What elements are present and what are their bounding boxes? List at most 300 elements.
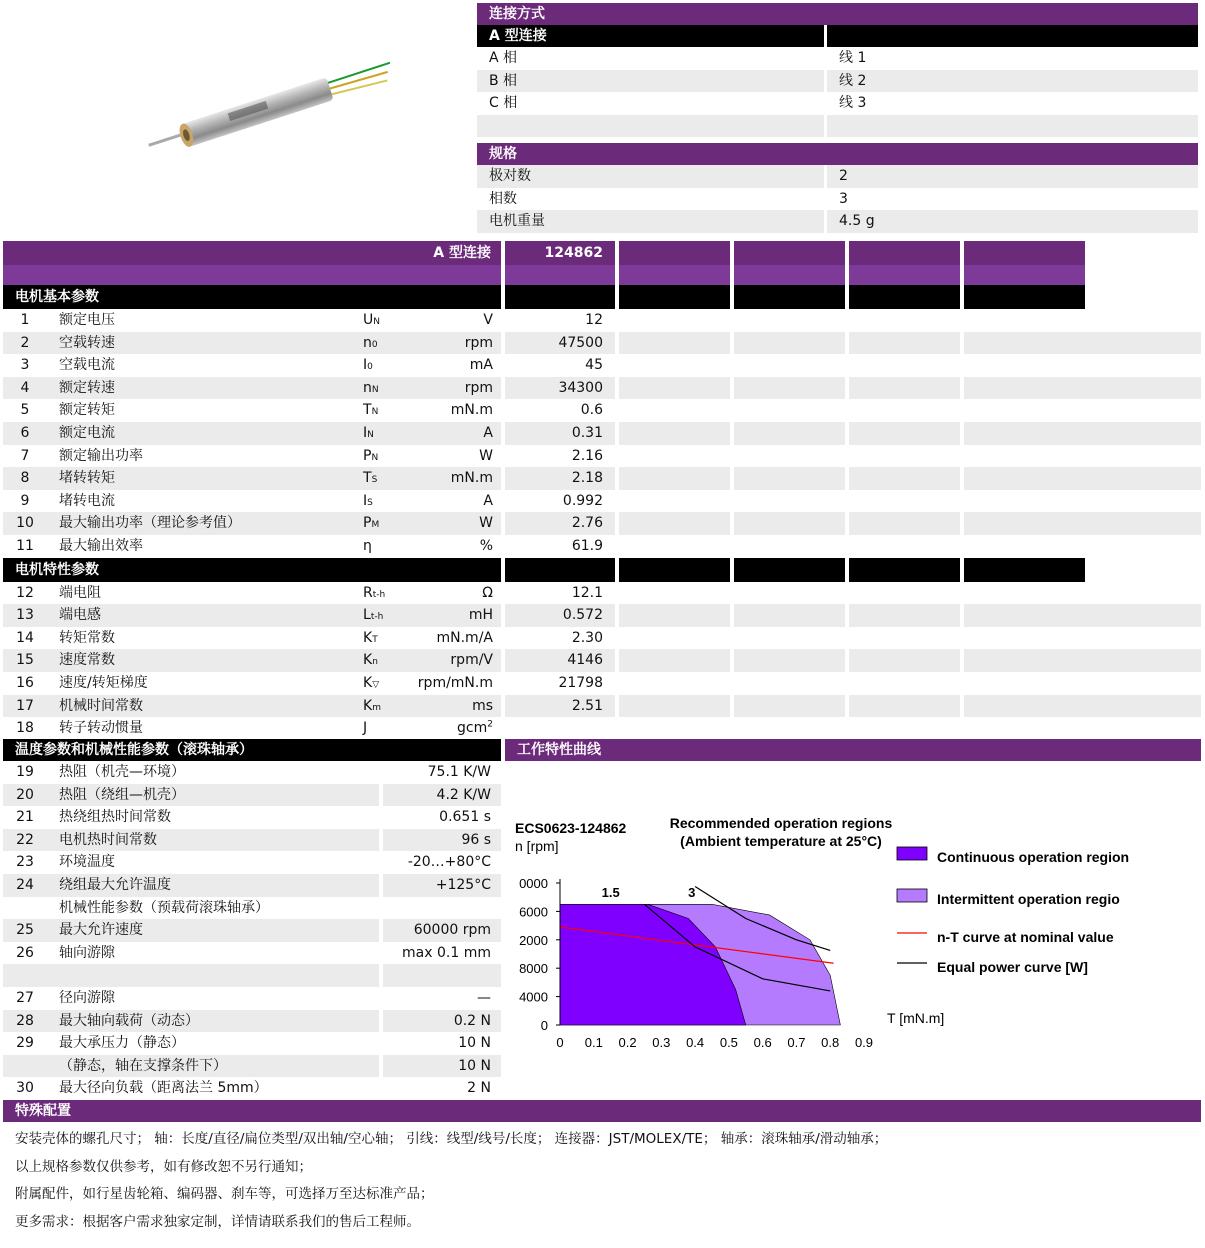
spec-label: 电机重量 [477,210,827,233]
spec-label: 相数 [477,188,827,211]
param-symbol [363,467,409,490]
param-symbol [363,535,409,558]
param-symbol-main: P [363,447,372,464]
param-unit-text: rpm [464,379,493,396]
thermal-num: 28 [16,1012,34,1029]
param-unit [409,512,501,535]
param-row [3,467,1201,490]
param-unit [409,445,501,468]
thermal-name: 绕组最大允许温度 [59,876,171,893]
y-tick-label: 0000 [519,876,548,891]
connection-spec-table [477,3,1198,233]
param-value: 45 [585,357,603,374]
conn-label: B 相 [477,70,827,93]
param-empty-cell [619,490,730,513]
param-name: 端电阻 [59,584,101,601]
param-name: 空载转速 [59,334,115,351]
param-row [3,309,1201,332]
param-unit [409,535,501,558]
chart-x-label: T [mN.m] [887,1010,945,1026]
thermal-num: 23 [16,854,34,871]
connection-type-header [477,25,1198,47]
param-unit-text: rpm/mN.m [417,674,493,691]
chart-model-label: ECS0623-124862 [515,820,627,836]
thermal-num: 21 [16,809,34,826]
param-num: 13 [16,607,34,624]
param-num: 9 [20,492,30,509]
param-unit [409,604,501,627]
param-empty-cell [849,512,960,535]
param-empty-cell [964,354,1085,377]
param-empty-cell [964,490,1085,513]
param-symbol-main: n [363,379,372,396]
y-tick-label: 4000 [519,989,548,1005]
thermal-row [3,1077,501,1100]
param-num: 14 [16,629,34,646]
param-empty-cell [849,332,960,355]
spec-row [477,165,1198,188]
param-name: 堵转转矩 [59,470,115,487]
thermal-value: 75.1 K/W [379,761,501,784]
param-empty-cell [849,649,960,672]
motor-product-image [10,50,430,220]
param-value: 2.18 [571,470,603,487]
param-symbol [363,717,409,740]
thermal-num: 27 [16,989,34,1006]
param-empty-cell [849,490,960,513]
operation-chart [505,761,1201,1101]
param-value: 2.30 [571,629,603,646]
param-header-label: A 型连接 [3,241,501,265]
param-row [3,535,1201,558]
param-unit-text: ms [472,697,493,714]
thermal-name: 最大允许速度 [59,922,143,939]
legend-swatch-continuous [897,847,927,860]
param-empty-cell [849,377,960,400]
thermal-name: 最大轴向载荷（动态） [59,1012,199,1029]
param-value: 21798 [558,674,603,691]
x-tick-label: 0.8 [821,1035,840,1050]
param-empty-cell [734,490,845,513]
param-empty-cell [619,604,730,627]
thermal-name: 径向游隙 [59,989,115,1006]
param-empty-cell [619,717,730,740]
spec-value: 4.5 g [839,213,875,229]
param-row [3,512,1201,535]
param-empty-cell [964,627,1085,650]
param-value: 0.31 [571,424,603,441]
param-symbol-sub: S [367,497,373,508]
chart-y-label: n [rpm] [515,838,559,854]
conn-row [477,47,1198,70]
param-num: 15 [16,652,34,669]
special-note: 安装壳体的螺孔尺寸； 轴：长度/直径/扁位类型/双出轴/空心轴； 引线：线型/线号/长度； 连接器：JST/MOLEX/TE； 轴承：滚珠轴承/滑动轴承； [15,1131,888,1147]
param-unit-text: mH [468,607,493,624]
special-note: 更多需求：根据客户需求独家定制，详情请联系我们的售后工程师。 [15,1213,420,1230]
param-symbol-main: I [363,424,368,441]
param-header [3,241,1201,265]
curve-label-1-5: 1.5 [601,885,620,901]
param-symbol [363,627,409,650]
param-symbol-main: I [363,357,368,374]
param-empty-cell [849,627,960,650]
thermal-row [3,761,501,784]
param-name: 最大输出效率 [59,537,143,554]
thermal-row [3,784,501,807]
thermal-name: 最大径向负载（距离法兰 5mm） [59,1080,268,1097]
x-tick-label: 0.6 [753,1035,772,1050]
param-symbol [363,672,409,695]
thermal-num: 20 [16,786,34,803]
param-num: 3 [20,357,30,374]
param-num: 16 [16,674,34,691]
x-tick-label: 0.3 [652,1035,671,1050]
conn-value: 线 2 [839,72,867,89]
section-basic-params [3,285,1201,309]
param-empty-cell [964,535,1085,558]
param-symbol-sub: t-h [372,589,386,600]
y-tick-label: 6000 [519,904,548,920]
conn-value: 线 1 [839,50,867,66]
param-num: 8 [20,470,30,487]
section-title: 电机基本参数 [3,285,501,309]
x-tick-label: 0.2 [618,1035,637,1050]
param-unit-text: % [479,537,493,554]
spec-value: 2 [839,168,848,184]
x-tick-label: 0.5 [719,1035,738,1050]
param-symbol-main: U [363,312,374,328]
param-unit [409,672,501,695]
param-empty-cell [734,627,845,650]
param-unit [409,467,501,490]
param-empty-cell [849,672,960,695]
param-empty-cell [734,535,845,558]
thermal-value: 0.651 s [379,806,501,829]
param-row [3,332,1201,355]
special-note: 以上规格参数仅供参考，如有修改恕不另行通知； [15,1158,312,1175]
param-name: 转子转动惯量 [59,720,143,737]
param-row [3,399,1201,422]
param-empty-cell [619,354,730,377]
param-value: 4146 [567,652,603,669]
param-unit-text: mN.m [450,470,493,487]
param-symbol-main: I [363,492,368,509]
param-symbol [363,445,409,468]
param-empty-cell [734,445,845,468]
param-unit [409,377,501,400]
conn-label: A 相 [477,47,827,70]
thermal-name: 电机热时间常数 [59,831,157,848]
thermal-title: 温度参数和机械性能参数（滚珠轴承） [3,739,501,761]
param-empty-cell [734,354,845,377]
param-num: 1 [20,312,30,328]
param-unit [409,490,501,513]
thermal-row [3,874,501,897]
param-empty-cell [849,717,960,740]
param-symbol [363,377,409,400]
param-name: 速度/转矩梯度 [59,674,148,691]
param-empty-cell [734,467,845,490]
thermal-row [3,897,501,920]
param-value: 61.9 [571,537,603,554]
param-unit [409,309,501,332]
param-empty-cell [849,535,960,558]
x-tick-label: 0.4 [686,1035,705,1050]
param-symbol-main: R [363,584,373,601]
param-empty-cell [619,672,730,695]
thermal-row [3,987,501,1010]
param-unit-text: mN.m/A [436,629,493,646]
param-empty-cell [619,649,730,672]
legend-label: Continuous operation region [937,849,1130,865]
param-num: 6 [20,424,30,441]
param-num: 4 [20,379,30,396]
param-symbol-sub: 0 [371,339,378,350]
thermal-row [3,942,501,965]
param-symbol-main: K [363,674,373,691]
param-name: 机械时间常数 [59,697,143,714]
x-tick-label: 0.1 [584,1035,603,1050]
legend-label: n-T curve at nominal value [937,929,1114,945]
x-tick-label: 0 [556,1035,564,1050]
thermal-value: +125°C [379,874,501,897]
param-subheader [3,265,1201,285]
param-symbol-main: K [363,629,373,646]
thermal-num: 22 [16,831,34,848]
param-value [505,717,615,740]
thermal-row [3,851,501,874]
param-value: 12.1 [571,584,603,601]
thermal-name: 环境温度 [59,854,115,871]
param-empty-cell [734,582,845,605]
thermal-row [3,1032,501,1055]
param-empty-cell [734,672,845,695]
param-unit-text: rpm/V [450,652,493,669]
special-config [3,1100,1201,1236]
param-empty-cell [619,627,730,650]
param-empty-cell [619,535,730,558]
param-empty-cell [964,672,1085,695]
param-row [3,604,1201,627]
thermal-num: 19 [16,764,34,780]
param-empty-cell [849,354,960,377]
special-title: 特殊配置 [3,1100,1201,1122]
thermal-value: 2 N [379,1077,501,1100]
param-empty-cell [849,399,960,422]
param-name: 额定转矩 [59,402,115,419]
thermal-name: （静态，轴在支撑条件下） [59,1057,227,1074]
param-empty-cell [849,422,960,445]
param-symbol-main: T [363,470,372,487]
model-number: 124862 [505,241,615,265]
param-symbol-sub: n [372,657,378,668]
param-unit-text: gcm [457,720,488,737]
param-unit [409,582,501,605]
param-unit [409,399,501,422]
param-empty-cell [619,512,730,535]
parameter-table [3,241,1201,740]
param-value: 2.76 [571,515,603,532]
param-row [3,695,1201,718]
spec-row [477,188,1198,211]
param-unit-text: V [483,312,493,328]
param-value: 0.992 [562,492,603,509]
thermal-row [3,806,501,829]
param-name: 转矩常数 [59,629,115,646]
thermal-row [3,1055,501,1078]
param-symbol-main: L [363,607,371,624]
curve-label-3: 3 [688,885,696,901]
param-empty-cell [849,604,960,627]
legend-label: Intermittent operation regio [937,891,1120,907]
param-value: 47500 [558,334,603,351]
param-symbol-main: K [363,652,373,669]
param-name: 额定输出功率 [59,447,143,464]
param-symbol-main: η [363,537,372,554]
param-empty-cell [964,604,1085,627]
param-unit-text: mA [469,357,493,374]
param-empty-cell [734,377,845,400]
thermal-name: 最大承压力（静态） [59,1035,185,1052]
param-unit-text: A [483,492,493,509]
spec-title: 规格 [477,143,1198,165]
thermal-row [3,919,501,942]
thermal-num: 24 [16,876,34,893]
chart-title: Recommended operation regions [669,815,893,831]
param-symbol-sub: N [371,407,379,418]
param-num: 2 [20,334,30,351]
param-empty-cell [619,332,730,355]
param-row [3,582,1201,605]
param-symbol-sub: N [371,384,379,395]
param-empty-cell [734,332,845,355]
param-empty-cell [619,582,730,605]
param-empty-cell [964,445,1085,468]
param-unit [409,695,501,718]
param-empty-cell [734,649,845,672]
param-symbol-sub: m [372,702,381,713]
thermal-value: -20…+80°C [379,851,501,874]
param-empty-cell [964,399,1085,422]
thermal-row [3,829,501,852]
param-empty-cell [964,649,1085,672]
spec-row [477,210,1198,233]
param-symbol [363,422,409,445]
param-symbol [363,354,409,377]
param-empty-cell [964,695,1085,718]
param-empty-cell [734,422,845,445]
param-symbol-main: K [363,697,373,714]
thermal-num [3,964,47,987]
param-symbol-sub: 0 [367,362,373,373]
param-value: 0.572 [562,607,603,624]
param-symbol [363,490,409,513]
param-symbol-sub: M [371,520,380,531]
chart-section-title: 工作特性曲线 [505,739,1201,761]
param-symbol [363,512,409,535]
param-symbol [363,309,409,332]
param-empty-cell [849,309,960,332]
section-title: 电机特性参数 [3,558,501,582]
param-symbol-sub: N [367,429,374,440]
param-empty-cell [964,332,1085,355]
param-empty-cell [849,695,960,718]
param-empty-cell [964,582,1085,605]
param-symbol [363,695,409,718]
param-name: 额定转速 [59,379,115,396]
param-empty-cell [619,467,730,490]
thermal-value: 96 s [379,829,501,852]
param-unit-sup: 2 [487,719,493,730]
param-row [3,627,1201,650]
thermal-row [3,1010,501,1033]
thermal-num [3,1055,47,1078]
param-symbol-sub: N [373,317,380,327]
param-row [3,490,1201,513]
conn-value: 线 3 [839,95,867,111]
param-empty-cell [734,604,845,627]
connection-type-label: A 型连接 [477,25,827,47]
param-symbol-main: J [363,720,368,737]
param-num: 7 [20,447,30,464]
param-empty-cell [964,377,1085,400]
special-note: 附属配件，如行星齿轮箱、编码器、刹车等，可选择万至达标准产品； [15,1186,434,1202]
param-name: 最大输出功率（理论参考值） [59,515,241,532]
thermal-name: 轴向游隙 [59,944,115,961]
spec-value: 3 [839,190,848,207]
param-symbol-main: T [363,402,372,419]
param-row [3,445,1201,468]
param-name: 端电感 [59,607,101,624]
param-empty-cell [734,399,845,422]
thermal-name: 机械性能参数（预载荷滚珠轴承） [59,899,269,916]
thermal-value: max 0.1 mm [379,942,501,965]
param-row [3,672,1201,695]
param-symbol-main: P [363,515,372,532]
legend-swatch-intermittent [897,889,927,902]
x-tick-label: 0.9 [854,1035,874,1050]
param-empty-cell [734,695,845,718]
thermal-name: 热阻（机壳—环境） [59,764,185,780]
param-num: 11 [16,537,34,554]
param-empty-cell [849,445,960,468]
x-tick-label: 0.7 [787,1035,806,1050]
param-name: 速度常数 [59,652,115,669]
param-empty-cell [619,422,730,445]
thermal-value [379,964,501,987]
thermal-name: 热阻（绕组—机壳） [59,786,185,803]
param-empty-cell [849,582,960,605]
param-empty-cell [734,512,845,535]
param-symbol-sub: T [372,634,378,645]
param-num: 17 [16,697,34,714]
param-name: 额定电压 [59,312,115,328]
chart-subtitle: (Ambient temperature at 25°C) [680,833,882,849]
param-symbol-sub: ▽ [372,679,380,690]
y-tick-label: 8000 [519,961,548,977]
param-value: 2.51 [571,697,603,714]
thermal-row [3,964,501,987]
param-empty-cell [619,309,730,332]
param-empty-cell [964,309,1085,332]
param-num: 18 [16,720,34,737]
param-value: 34300 [558,379,603,396]
param-unit-text: rpm [464,334,493,351]
param-empty-cell [964,422,1085,445]
param-value: 2.16 [571,447,603,464]
param-num: 12 [16,584,34,601]
param-row [3,377,1201,400]
